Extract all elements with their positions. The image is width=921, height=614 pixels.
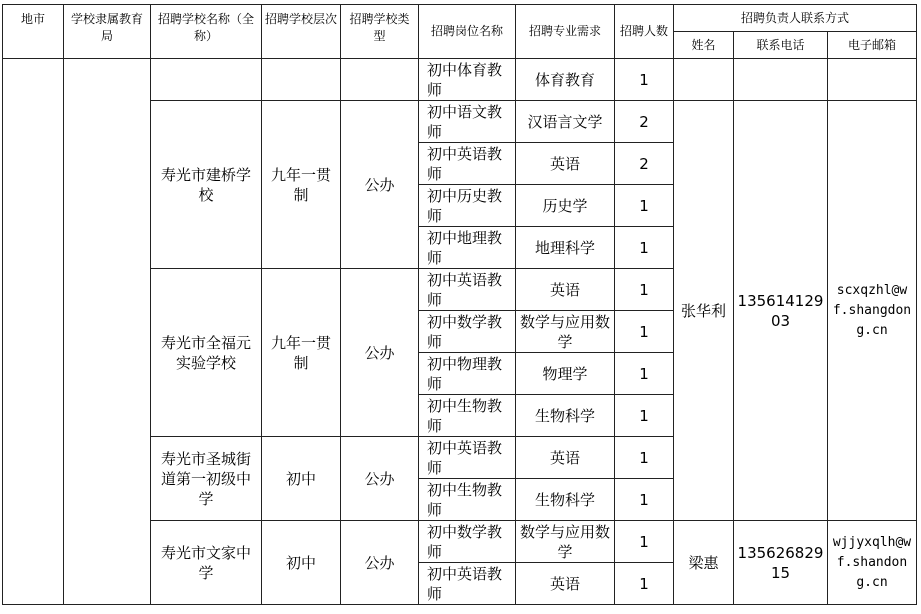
position-cell: 初中生物教师 bbox=[419, 395, 516, 437]
header-count: 招聘人数 bbox=[615, 5, 674, 59]
major-cell: 生物科学 bbox=[516, 479, 615, 521]
position-cell: 初中物理教师 bbox=[419, 353, 516, 395]
header-type: 招聘学校类型 bbox=[341, 5, 419, 59]
position-cell: 初中数学教师 bbox=[419, 521, 516, 563]
major-cell: 汉语言文学 bbox=[516, 101, 615, 143]
header-contact-phone: 联系电话 bbox=[734, 32, 828, 59]
count-cell: 1 bbox=[615, 353, 674, 395]
count-cell: 1 bbox=[615, 59, 674, 101]
count-cell: 1 bbox=[615, 521, 674, 563]
school-name-cell: 寿光市圣城街道第一初级中学 bbox=[151, 437, 262, 521]
count-cell: 2 bbox=[615, 101, 674, 143]
count-cell: 1 bbox=[615, 395, 674, 437]
position-cell: 初中数学教师 bbox=[419, 311, 516, 353]
school-level-cell: 九年一贯制 bbox=[262, 101, 341, 269]
header-bureau: 学校隶属教育局 bbox=[64, 5, 151, 59]
recruitment-table bbox=[2, 4, 917, 605]
school-level-cell bbox=[262, 59, 341, 101]
header-school-name: 招聘学校名称（全称） bbox=[151, 5, 262, 59]
school-type-cell: 公办 bbox=[341, 269, 419, 437]
position-cell: 初中地理教师 bbox=[419, 227, 516, 269]
major-cell: 物理学 bbox=[516, 353, 615, 395]
major-cell: 英语 bbox=[516, 269, 615, 311]
school-type-cell bbox=[341, 59, 419, 101]
header-level: 招聘学校层次 bbox=[262, 5, 341, 59]
position-cell: 初中语文教师 bbox=[419, 101, 516, 143]
major-cell: 数学与应用数学 bbox=[516, 521, 615, 563]
count-cell: 2 bbox=[615, 143, 674, 185]
contact-name-cell: 梁惠 bbox=[674, 521, 734, 605]
bureau-cell bbox=[64, 59, 151, 605]
contact-name-cell bbox=[674, 59, 734, 101]
position-cell: 初中英语教师 bbox=[419, 563, 516, 605]
count-cell: 1 bbox=[615, 437, 674, 479]
contact-phone-cell bbox=[734, 59, 828, 101]
header-contact-email: 电子邮箱 bbox=[828, 32, 917, 59]
count-cell: 1 bbox=[615, 227, 674, 269]
contact-phone-cell: 13561412903 bbox=[734, 101, 828, 521]
header-position: 招聘岗位名称 bbox=[419, 5, 516, 59]
school-type-cell: 公办 bbox=[341, 437, 419, 521]
position-cell: 初中英语教师 bbox=[419, 437, 516, 479]
contact-phone-cell: 13562682915 bbox=[734, 521, 828, 605]
major-cell: 地理科学 bbox=[516, 227, 615, 269]
table-row bbox=[3, 59, 917, 101]
contact-email-cell: scxqzhl@wf.shangdong.cn bbox=[828, 101, 917, 521]
major-cell: 体育教育 bbox=[516, 59, 615, 101]
school-name-cell: 寿光市文家中学 bbox=[151, 521, 262, 605]
header-city: 地市 bbox=[3, 5, 64, 59]
major-cell: 历史学 bbox=[516, 185, 615, 227]
count-cell: 1 bbox=[615, 479, 674, 521]
position-cell: 初中体育教师 bbox=[419, 59, 516, 101]
count-cell: 1 bbox=[615, 311, 674, 353]
school-level-cell: 九年一贯制 bbox=[262, 269, 341, 437]
count-cell: 1 bbox=[615, 269, 674, 311]
position-cell: 初中英语教师 bbox=[419, 143, 516, 185]
major-cell: 数学与应用数学 bbox=[516, 311, 615, 353]
count-cell: 1 bbox=[615, 563, 674, 605]
school-name-cell: 寿光市全福元实验学校 bbox=[151, 269, 262, 437]
major-cell: 英语 bbox=[516, 437, 615, 479]
major-cell: 英语 bbox=[516, 143, 615, 185]
major-cell: 英语 bbox=[516, 563, 615, 605]
header-major: 招聘专业需求 bbox=[516, 5, 615, 59]
contact-name-cell: 张华利 bbox=[674, 101, 734, 521]
contact-email-cell bbox=[828, 59, 917, 101]
school-name-cell bbox=[151, 59, 262, 101]
header-contact-name: 姓名 bbox=[674, 32, 734, 59]
contact-email-cell: wjjyxqlh@wf.shandong.cn bbox=[828, 521, 917, 605]
count-cell: 1 bbox=[615, 185, 674, 227]
major-cell: 生物科学 bbox=[516, 395, 615, 437]
school-type-cell: 公办 bbox=[341, 521, 419, 605]
city-cell bbox=[3, 59, 64, 605]
school-name-cell: 寿光市建桥学校 bbox=[151, 101, 262, 269]
school-level-cell: 初中 bbox=[262, 437, 341, 521]
position-cell: 初中历史教师 bbox=[419, 185, 516, 227]
school-type-cell: 公办 bbox=[341, 101, 419, 269]
header-row-1 bbox=[3, 5, 917, 32]
header-contact-group: 招聘负责人联系方式 bbox=[674, 5, 917, 32]
school-level-cell: 初中 bbox=[262, 521, 341, 605]
position-cell: 初中生物教师 bbox=[419, 479, 516, 521]
position-cell: 初中英语教师 bbox=[419, 269, 516, 311]
